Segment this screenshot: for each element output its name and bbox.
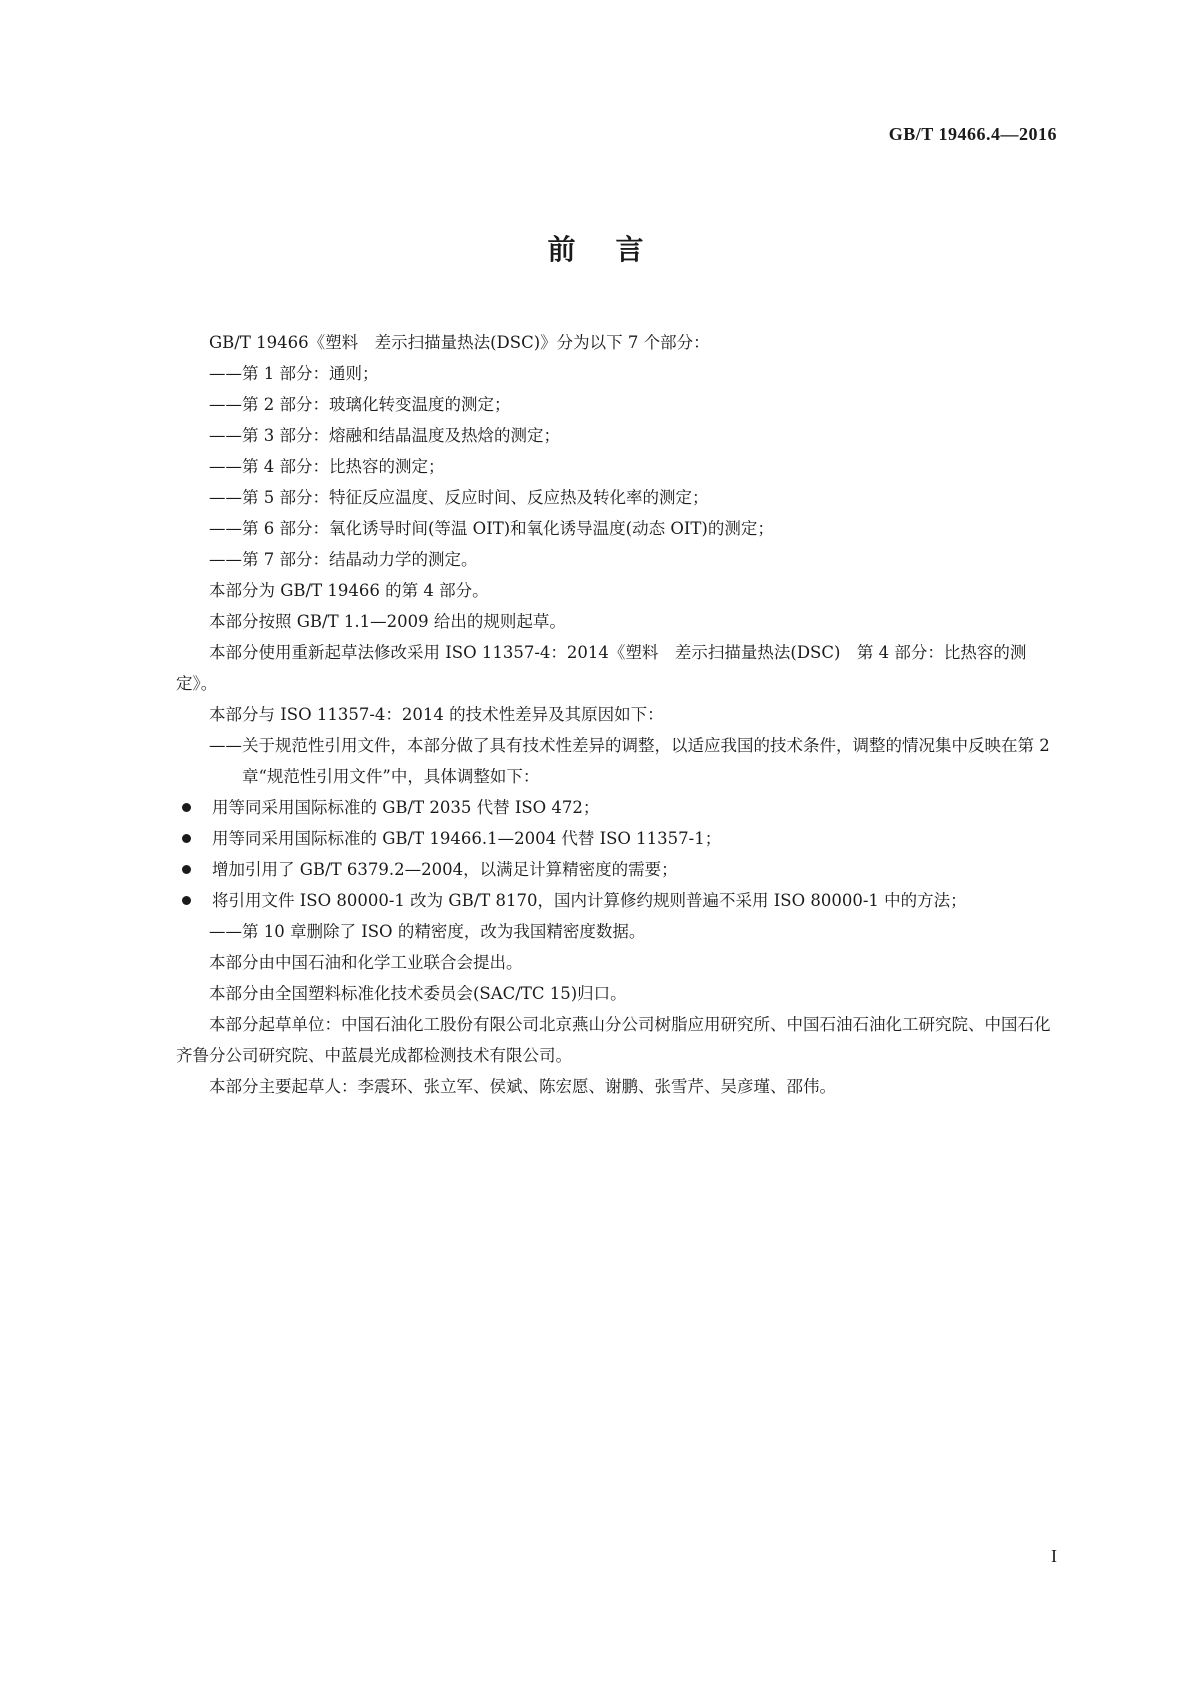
standard-code: GB/T 19466.4—2016 [888, 124, 1057, 144]
drafters: 本部分主要起草人：李震环、张立军、侯斌、陈宏愿、谢鹏、张雪芹、吴彦瑾、邵伟。 [209, 1077, 836, 1096]
part-list-item: ——第 6 部分：氧化诱导时间(等温 OIT)和氧化诱导温度(动态 OIT)的测定； [209, 519, 774, 538]
drafting-units: 本部分起草单位：中国石油化工股份有限公司北京燕山分公司树脂应用研究所、中国石油石油化工研究院、中国石化齐鲁分公司研究院、中蓝晨光成都检测技术有限公司。 [176, 1015, 1051, 1065]
intro-paragraph: GB/T 19466《塑料 差示扫描量热法(DSC)》分为以下 7 个部分： [209, 333, 710, 352]
difference-item: ——关于规范性引用文件，本部分做了具有技术性差异的调整，以适应我国的技术条件，调整的情况集中反映在第 2 章“规范性引用文件”中，具体调整如下： [209, 736, 1050, 786]
bullet-dot-icon [182, 834, 191, 843]
part-list-item: ——第 5 部分：特征反应温度、反应时间、反应热及转化率的测定； [209, 488, 709, 507]
part-list-item: ——第 7 部分：结晶动力学的测定。 [209, 550, 478, 569]
managed-by: 本部分由全国塑料标准化技术委员会(SAC/TC 15)归口。 [209, 984, 627, 1003]
bullet-dot-icon [182, 803, 191, 812]
bullet-text: 用等同采用国际标准的 GB/T 2035 代替 ISO 472； [212, 798, 600, 817]
differences-intro: 本部分与 ISO 11357-4：2014 的技术性差异及其原因如下： [209, 705, 664, 724]
part-list-item: ——第 3 部分：熔融和结晶温度及热焓的测定； [209, 426, 560, 445]
document-body [176, 327, 1058, 1102]
proposed-by: 本部分由中国石油和化学工业联合会提出。 [209, 953, 523, 972]
part-list-item: ——第 2 部分：玻璃化转变温度的测定； [209, 395, 511, 414]
drafting-rule: 本部分按照 GB/T 1.1—2009 给出的规则起草。 [209, 612, 566, 631]
page-title: 前言 [547, 233, 684, 266]
page-number: I [1051, 1546, 1057, 1566]
difference-item: ——第 10 章删除了 ISO 的精密度，改为我国精密度数据。 [209, 922, 646, 941]
bullet-item [176, 792, 1058, 823]
bullet-item [176, 823, 1058, 854]
bullet-item [176, 854, 1058, 885]
bullet-text: 用等同采用国际标准的 GB/T 19466.1—2004 代替 ISO 11357-1； [212, 829, 722, 848]
bullet-dot-icon [182, 896, 191, 905]
part-statement: 本部分为 GB/T 19466 的第 4 部分。 [209, 581, 489, 600]
part-list-item: ——第 4 部分：比热容的测定； [209, 457, 445, 476]
adoption-statement: 本部分使用重新起草法修改采用 ISO 11357-4：2014《塑料 差示扫描量热法(DSC) 第 4 部分：比热容的测定》。 [176, 643, 1027, 693]
bullet-text: 将引用文件 ISO 80000-1 改为 GB/T 8170，国内计算修约规则普遍不采用 ISO 80000-1 中的方法； [212, 891, 967, 910]
part-list-item: ——第 1 部分：通则； [209, 364, 379, 383]
bullet-item [176, 885, 1058, 916]
bullet-dot-icon [182, 865, 191, 874]
bullet-text: 增加引用了 GB/T 6379.2—2004，以满足计算精密度的需要； [212, 860, 678, 879]
